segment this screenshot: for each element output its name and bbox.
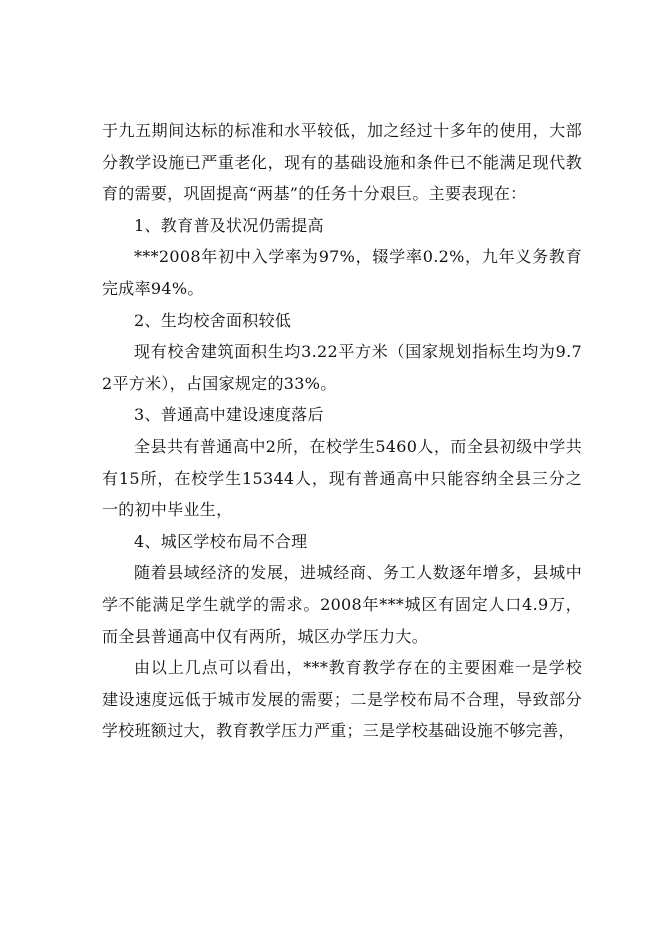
section-heading-3: 3、普通高中建设速度落后 (134, 405, 324, 425)
section-heading-1: 1、教育普及状况仍需提高 (134, 215, 324, 235)
section-heading-4: 4、城区学校布局不合理 (134, 531, 308, 551)
paragraph-building-area: 现有校舍建筑面积生均3.22平方米（国家规划指标生均为9.72平方米），占国家规定的33%。 (102, 342, 582, 393)
paragraph-continuation: 于九五期间达标的标准和水平较低，加之经过十多年的使用，大部分教学设施已严重老化，现有的基础设施和条件已不能满足现代教育的需要，巩固提高“两基”的任务十分艰巨。主要表现在： (102, 121, 582, 204)
paragraph-enrollment-rates: ***2008年初中入学率为97%，辍学率0.2%，九年义务教育完成率94%。 (102, 247, 582, 298)
paragraph-summary: 由以上几点可以看出，***教育教学存在的主要困难一是学校建设速度远低于城市发展的需要；二是学校布局不合理，导致部分学校班额过大，教育教学压力严重；三是学校基础设施不够完善， (102, 658, 582, 741)
section-heading-2: 2、生均校舍面积较低 (134, 310, 292, 330)
document-body (102, 115, 582, 747)
paragraph-urban-layout: 随着县域经济的发展，进城经商、务工人数逐年增多，县城中学不能满足学生就学的需求。2008年***城区有固定人口4.9万，而全县普通高中仅有两所，城区办学压力大。 (102, 563, 582, 646)
paragraph-high-schools: 全县共有普通高中2所，在校学生5460人，而全县初级中学共有15所，在校学生15344人，现有普通高中只能容纳全县三分之一的初中毕业生， (102, 436, 582, 520)
